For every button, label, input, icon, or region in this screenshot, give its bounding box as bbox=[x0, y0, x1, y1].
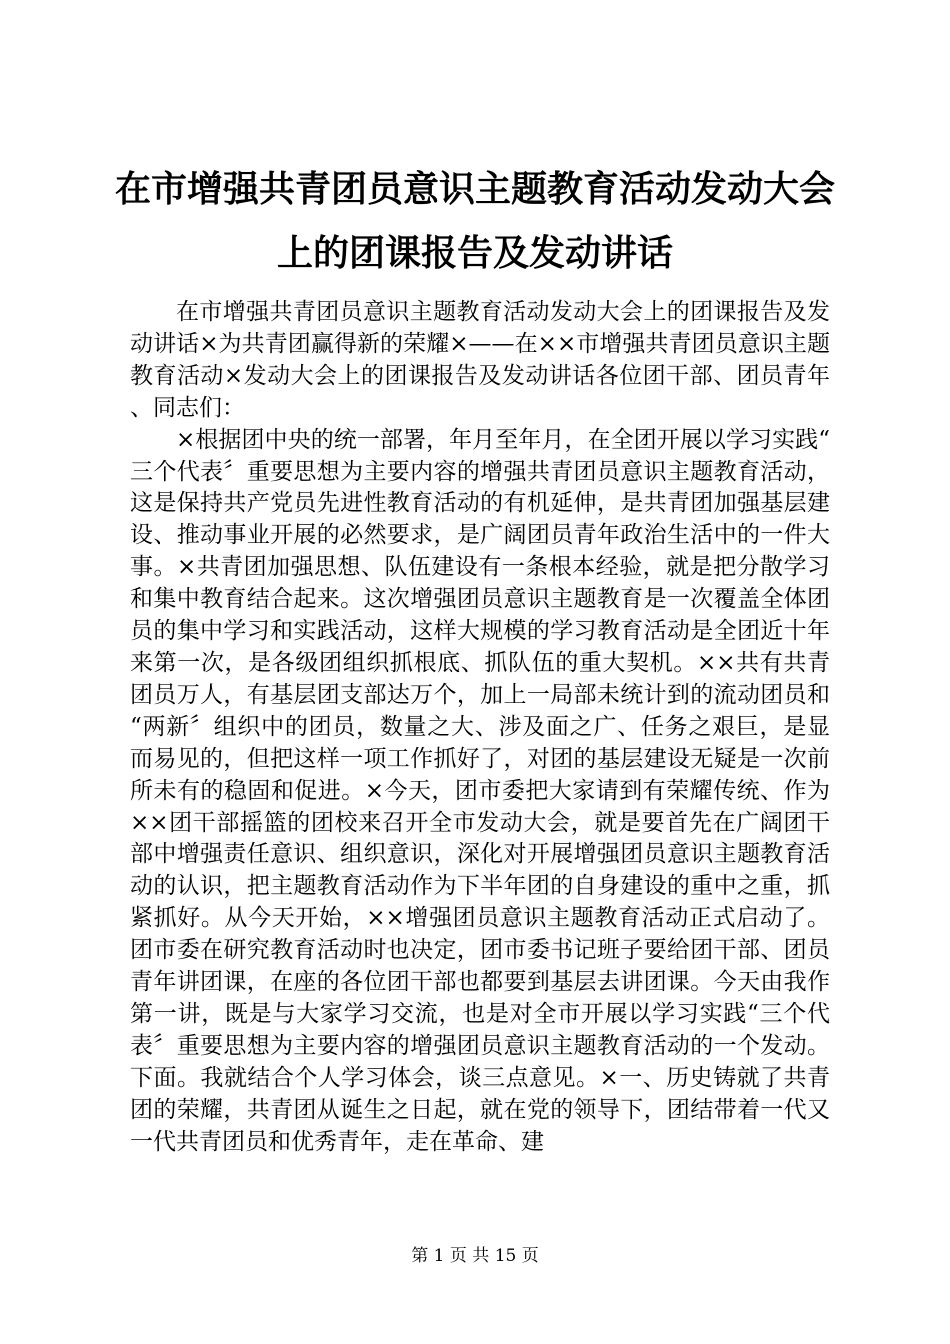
document-title bbox=[100, 158, 850, 286]
title-line-2: 上的团课报告及发动讲话 bbox=[276, 233, 673, 274]
page-number-footer: 第 1 页 共 15 页 bbox=[411, 1246, 539, 1266]
title-line-1: 在市增强共青团员意识主题教育活动发动大会 bbox=[114, 169, 835, 210]
paragraph-main: ×根据团中央的统一部署，年月至年月，在全团开展以学习实践“三个代表〞重要思想为主要内容的增强共青团员意识主题教育活动，这是保持共产党员先进性教育活动的有机延伸，是共青团加强基层建设、推动事业开展的必然要求，是广阔团员青年政治生活中的一件大事。×共青团加强思想、队伍建设有一条根本经验，就是把分散学习和集中教育结合起来。这次增强团员意识主题教育是一次覆盖全体团员的集中学习和实践活动，这样大规模的学习教育活动是全团近十年来第一次，是各级团组织抓根底、抓队伍的重大契机。××共有共青团员万人，有基层团支部达万个，加上一局部未统计到的流动团员和“两新〞组织中的团员，数量之大、涉及面之广、任务之艰巨，是显而易见的，但把这样一项工作抓好了，对团的基层建设无疑是一次前所未有的稳固和促进。×今天，团市委把大家请到有荣耀传统、作为××团干部摇篮的团校来召开全市发动大会，就是要首先在广阔团干部中增强责任意识、组织意识，深化对开展增强团员意识主题教育活动的认识，把主题教育活动作为下半年团的自身建设的重中之重，抓紧抓好。从今天开始，××增强团员意识主题教育活动正式启动了。团市委在研究教育活动时也决定，团市委书记班子要给团干部、团员青年讲团课，在座的各位团干部也都要到基层去讲团课。今天由我作第一讲，既是与大家学习交流，也是对全市开展以学习实践“三个代表〞重要思想为主要内容的增强团员意识主题教育活动的一个发动。下面。我就结合个人学习体会，谈三点意见。×一、历史铸就了共青团的荣耀，共青团从诞生之日起，就在党的领导下，团结带着一代又一代共青团员和优秀青年，走在革命、建 bbox=[130, 426, 830, 1155]
document-body bbox=[130, 297, 830, 1158]
paragraph-intro: 在市增强共青团员意识主题教育活动发动大会上的团课报告及发动讲话×为共青团赢得新的荣耀×——在××市增强共青团员意识主题教育活动×发动大会上的团课报告及发动讲话各位团干部、团员青年、同志们： bbox=[130, 299, 830, 421]
